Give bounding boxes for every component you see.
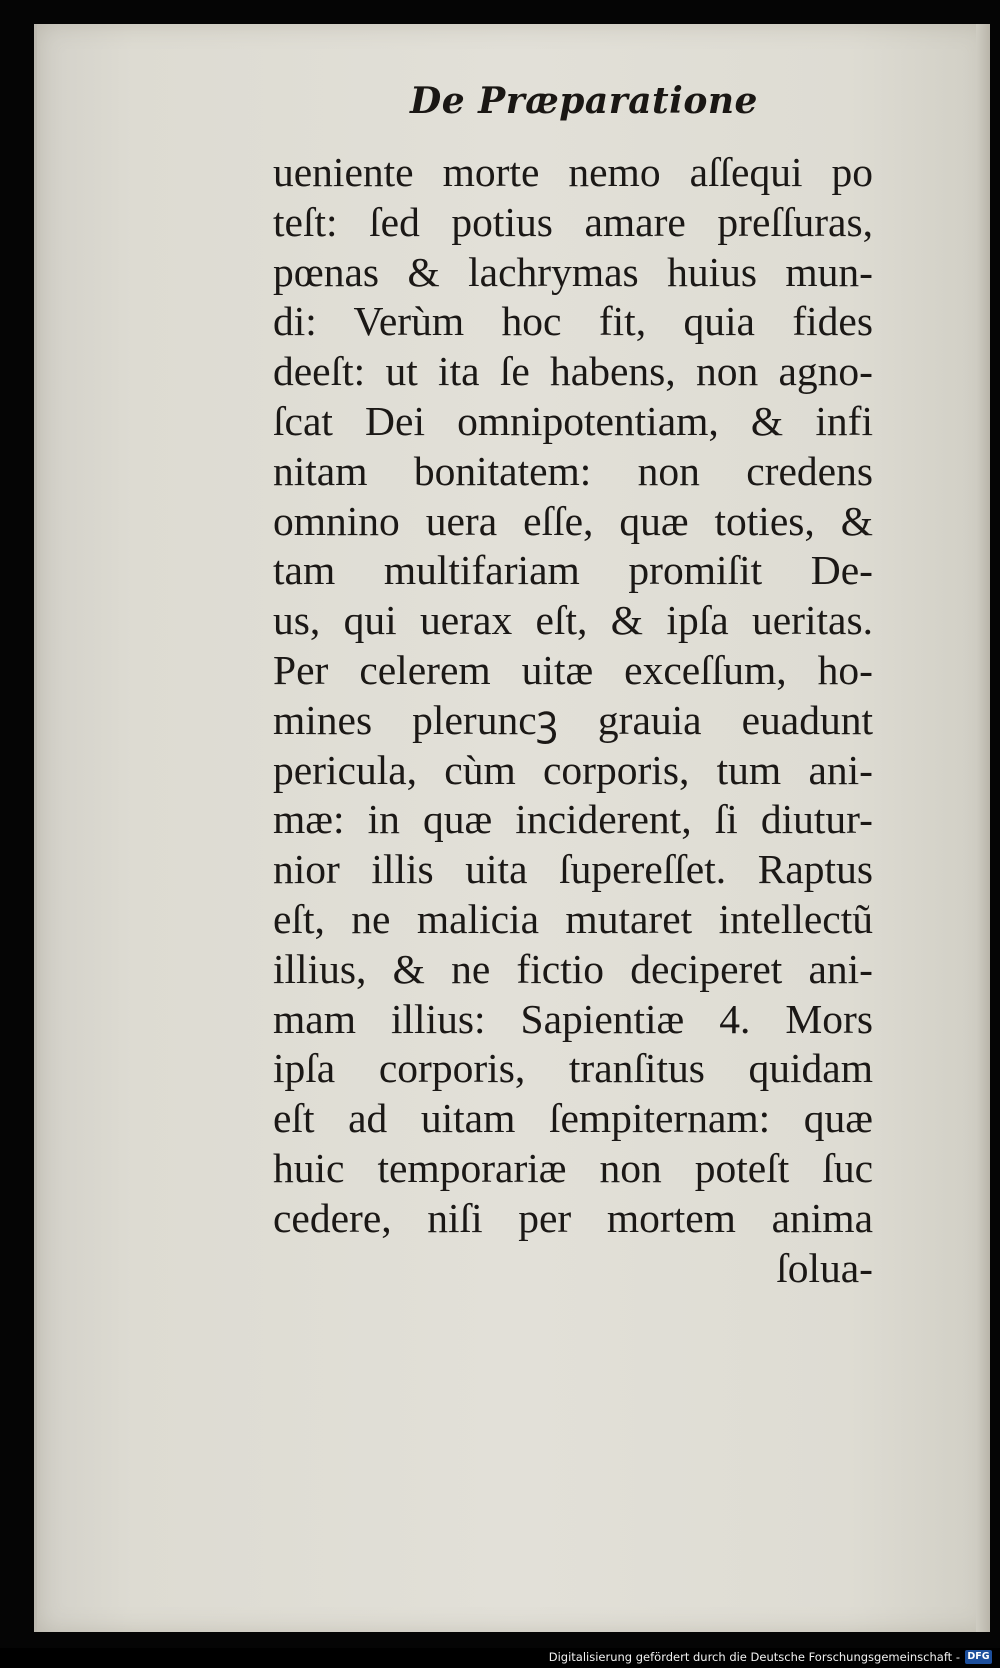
text-line: mæ: in quæ inciderent, ſi diutur- (273, 796, 873, 843)
text-line: illius, & ne fictio deciperet ani- (273, 945, 873, 992)
text-line: tam multifariam promiſit De- (273, 547, 873, 594)
text-line: teſt: ſed potius amare preſſuras, (273, 198, 873, 245)
text-line: omnino uera eſſe, quæ toties, & (273, 497, 873, 544)
text-line: ueniente morte nemo aſſequi po (273, 149, 873, 195)
catchword: ſolua- (776, 1244, 873, 1291)
text-line: huic temporariæ non poteſt ſuc (273, 1144, 873, 1191)
text-line: us, qui uerax eſt, & ipſa ueritas. (273, 597, 873, 644)
dfg-logo: DFG (965, 1650, 992, 1664)
digitization-credit: Digitalisierung gefördert durch die Deutsche Forschungsgemeinschaft - (548, 1650, 960, 1664)
text-line: pœnas & lachrymas huius mun- (273, 248, 873, 295)
text-line: ſcat Dei omnipotentiam, & infi (273, 397, 873, 444)
text-line: pericula, cùm corporis, tum ani- (273, 746, 873, 793)
text-line: nitam bonitatem: non credens (273, 447, 873, 494)
text-line: eſt ad uitam ſempiternam: quæ (273, 1095, 873, 1142)
text-line: di: Verùm hoc fit, quia fides (273, 298, 873, 345)
page-edge (976, 24, 990, 1632)
text-line: mam illius: Sapientiæ 4. Mors (273, 995, 873, 1042)
text-line: eſt, ne malicia mutaret intellectũ (273, 895, 873, 942)
text-line: mines pleruncꝫ grauia euadunt (273, 696, 873, 743)
text-line: nior illis uita ſupereſſet. Raptus (273, 846, 873, 893)
running-head: De Præparatione (410, 80, 758, 122)
body-text (273, 148, 873, 1293)
text-line: cedere, niſi per mortem anima (273, 1194, 873, 1241)
text-line: ipſa corporis, tranſitus quidam (273, 1045, 873, 1092)
text-line: Per celerem uitæ exceſſum, ho- (273, 646, 873, 693)
text-line: deeſt: ut ita ſe habens, non agno- (273, 348, 873, 395)
